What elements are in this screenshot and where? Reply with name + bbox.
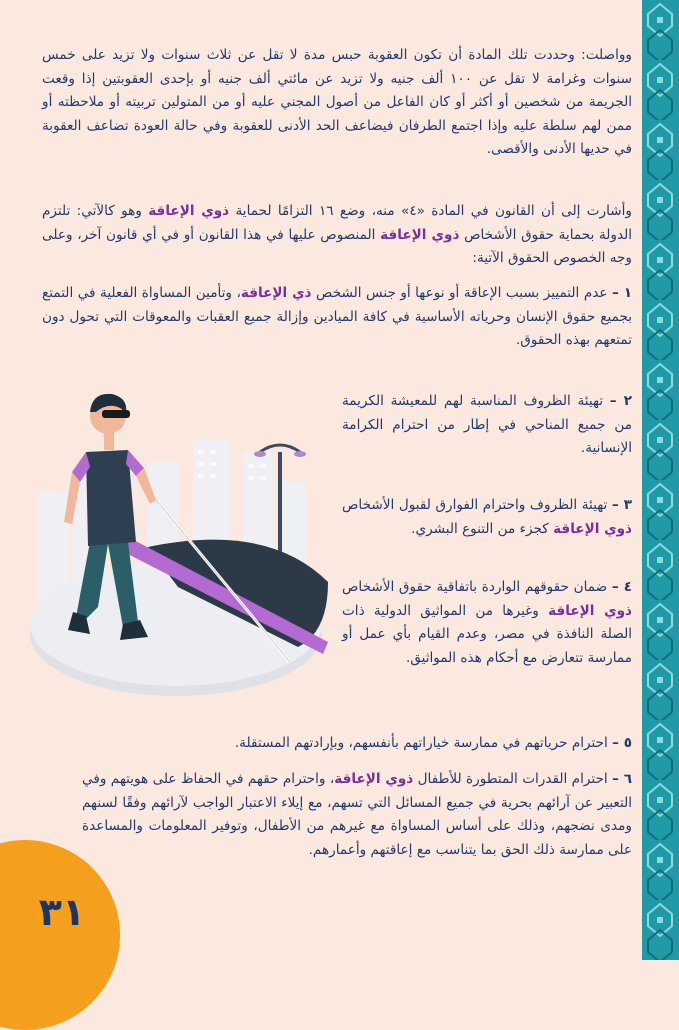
- item-text: كجزء من التنوع البشري.: [411, 520, 554, 537]
- item-text: تهيئة الظروف واحترام الفوارق لقبول الأشخاص: [342, 497, 612, 513]
- highlight-term: ذوي الإعاقة: [380, 226, 460, 243]
- item-text: وغيرها من المواثيق الدولية ذات الصلة النافذة في مصر، وعدم القيام بأي عمل أو ممارسة تتعارض مع أحكام هذه المواثيق.: [342, 602, 632, 666]
- item-number: ٢ –: [609, 393, 633, 409]
- highlight-term: ذوي الإعاقة: [148, 203, 230, 219]
- article-4-text-c: المنصوص عليها في هذا القانون أو في أي قانون آخر، وعلى وجه الخصوص الحقوق الآتية:: [42, 226, 632, 267]
- decorative-border: [642, 0, 679, 960]
- blind-man-walking-with-cane-icon: [28, 372, 334, 706]
- rights-item-2: [342, 390, 632, 461]
- item-number: ٤ –: [611, 579, 632, 595]
- item-text: تهيئة الظروف المناسبة لهم للمعيشة الكريمة من جميع المناحي في إطار من احترام الكرامة الإنسانية.: [342, 393, 632, 457]
- item-text: ضمان حقوقهم الواردة باتفاقية حقوق الأشخاص: [342, 579, 612, 595]
- item-number: ٥ –: [612, 735, 632, 751]
- highlight-term: ذوي الإعاقة: [548, 602, 633, 619]
- rights-item-3: [342, 494, 632, 541]
- paragraph-penalties: [42, 44, 632, 162]
- rights-item-1: [42, 282, 632, 353]
- page-number: ٣١: [38, 890, 86, 934]
- rights-item-6: [82, 768, 632, 862]
- item-text: احترام حرياتهم في ممارسة خياراتهم بأنفسهم، وبإرادتهم المستقلة.: [234, 735, 613, 751]
- item-number: ٣ –: [611, 497, 633, 513]
- paragraph-article-4: [42, 200, 632, 271]
- item-text: ، واحترام حقهم في الحفاظ على هويتهم وفي التعبير عن آرائهم بحرية في جميع المسائل التي تسهم، مع إيلاء الاعتبار الواجب لآرائهم وفقًا لسنهم ومدى نضجهم، وذلك على أساس المساواة مع غيرهم من الأطفال، وتوفير المعلومات والمساعدة على ممارسة ذلك الحق بما يتناسب مع إعاقتهم وأعمارهم.: [82, 771, 632, 858]
- item-text: عدم التمييز بسبب الإعاقة أو نوعها أو جنس الشخص: [311, 285, 612, 301]
- item-number: ٦ –: [612, 771, 633, 787]
- article-4-text-b: وهو كالآتي: تلتزم الدولة بحماية حقوق الأشخاص: [42, 203, 632, 243]
- item-text: احترام القدرات المتطورة للأطفال: [413, 771, 613, 787]
- page-number-badge: [0, 840, 120, 1030]
- paragraph-penalties-text: وواصلت: وحددت تلك المادة أن تكون العقوبة حبس مدة لا تقل عن ثلاث سنوات ولا تزيد على خمس سنوات وغرامة لا تقل عن ١٠٠ ألف جنيه ولا تزيد عن مائتي ألف جنيه أو بإحدى العقوبتين إذا وقعت الجريمة من شخصين أو أكثر أو كان الفاعل من أصول المجني عليه أو من المتولين تربيته أو ملاحظته أو ممن لهم سلطة عليه وإذا اجتمع الطرفان فيضاعف الحد الأدنى للعقوبة وفي حالة العودة تضاعف العقوبة في حديها الأدنى والأقصى.: [42, 47, 632, 158]
- article-4-text-a: وأشارت إلى أن القانون في المادة «٤» منه، وضع ١٦ التزامًا لحماية: [229, 203, 632, 219]
- highlight-term: ذي الإعاقة: [240, 285, 312, 301]
- item-text: ، وتأمين المساواة الفعلية في التمتع بجميع حقوق الإنسان وحرياته الأساسية في كافة الميادين وإزالة جميع العقبات والمعوقات التي تحول دون تمتعهم بهذه الحقوق.: [42, 285, 632, 349]
- item-number: ١ –: [611, 285, 632, 301]
- rights-item-4: [342, 576, 632, 670]
- highlight-term: ذوي الإعاقة: [334, 771, 414, 787]
- rights-item-5: [42, 732, 632, 756]
- highlight-term: ذوي الإعاقة: [553, 520, 632, 537]
